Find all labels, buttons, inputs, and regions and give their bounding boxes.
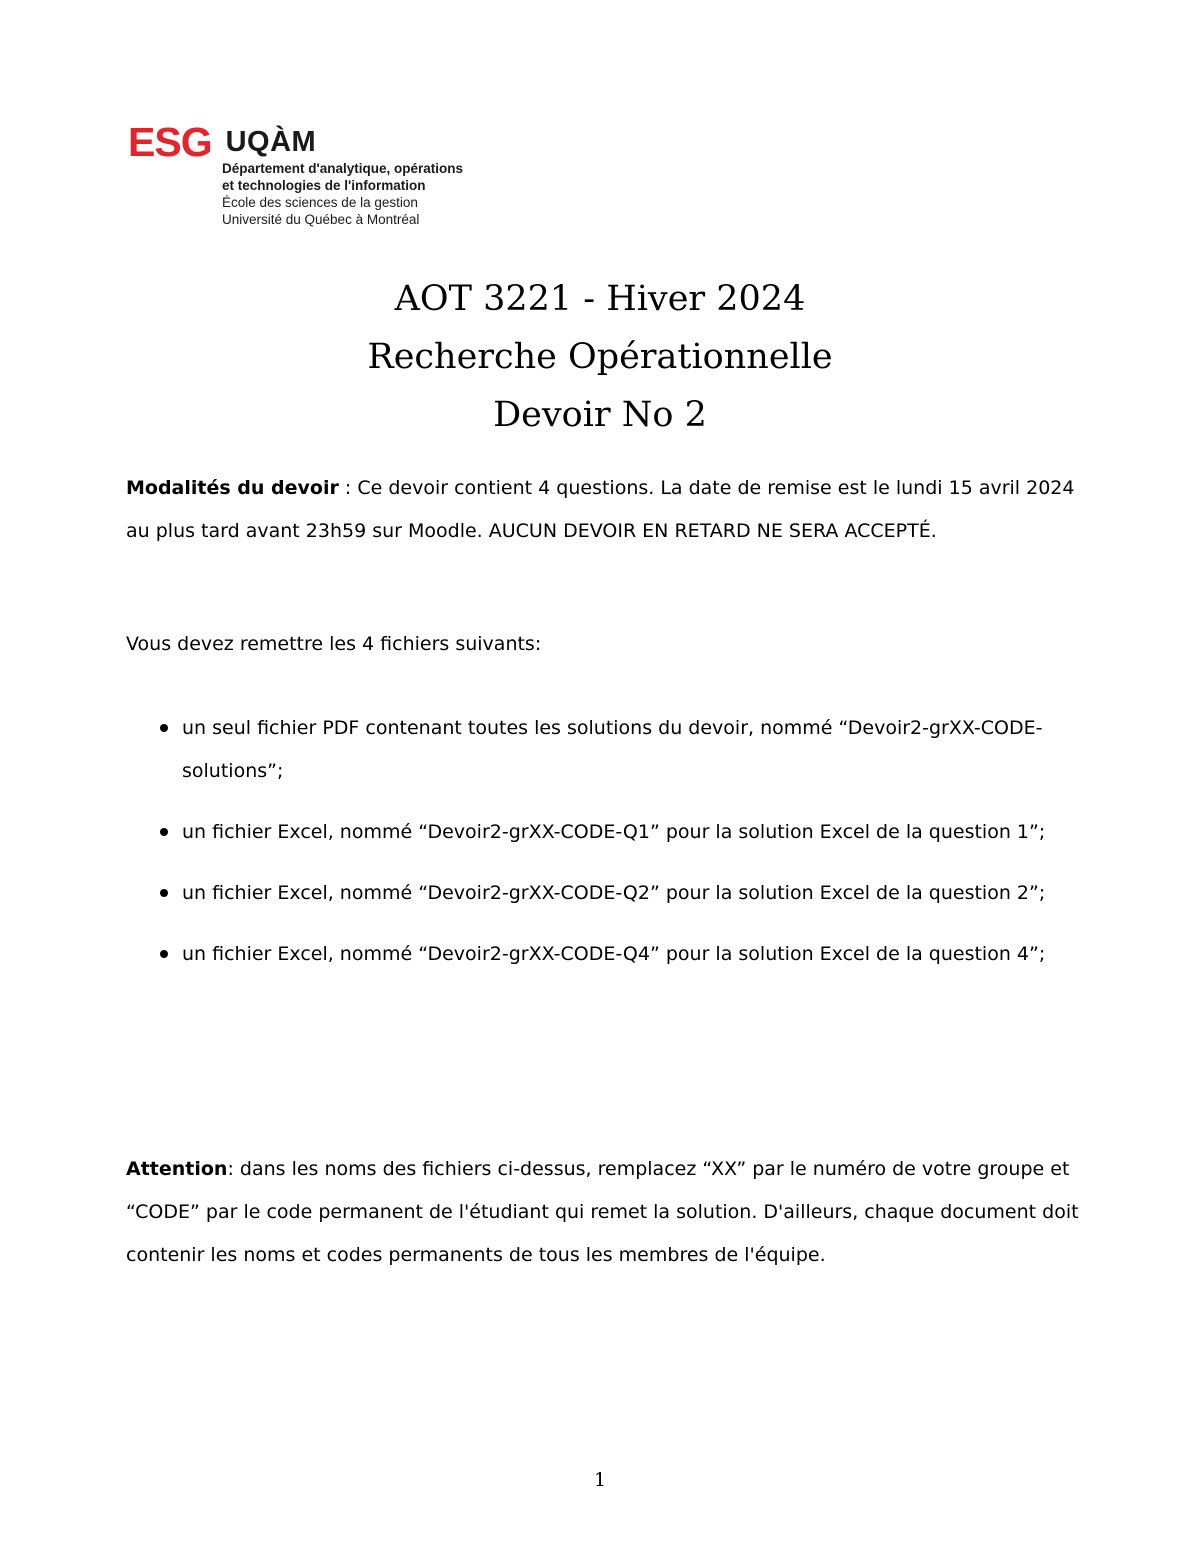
list-item — [126, 707, 1081, 793]
document-title — [0, 270, 1200, 444]
modalites-text: : Ce devoir contient 4 questions. La date de remise est le lundi 15 avril 2024 au plus tard avant 23h59 sur Moodle. AUCUN DEVOIR EN RETARD NE SERA ACCEPTÉ. — [126, 477, 1075, 542]
title-subject: Recherche Opérationnelle — [367, 337, 833, 377]
bullet-icon — [160, 950, 168, 958]
files-list — [126, 707, 1081, 994]
list-item — [126, 811, 1081, 854]
title-assignment: Devoir No 2 — [493, 395, 707, 435]
logo-line-2: et technologies de l'information — [222, 178, 426, 193]
modalites-label: Modalités du devoir — [126, 477, 339, 499]
esg-uqam-logo — [128, 119, 488, 228]
attention-paragraph — [126, 1148, 1081, 1277]
logo-wordmark — [128, 119, 488, 165]
logo-department-text — [222, 160, 488, 228]
page-number: 1 — [593, 1469, 607, 1491]
logo-esg: ESG — [128, 119, 212, 165]
modalites-paragraph — [126, 467, 1081, 553]
list-item — [126, 933, 1081, 976]
list-item-text: un fichier Excel, nommé “Devoir2-grXX-CODE-Q4” pour la solution Excel de la question 4”; — [182, 943, 1046, 965]
attention-text: : dans les noms des fichiers ci-dessus, remplacez “XX” par le numéro de votre groupe et “CODE” par le code permanent de l'étudiant qui remet la solution. D'ailleurs, chaque document doit contenir les noms et codes permanents de tous les membres de l'équipe. — [126, 1158, 1079, 1266]
logo-uqam: UQÀM — [225, 126, 317, 158]
bullet-icon — [160, 889, 168, 897]
title-course: AOT 3221 - Hiver 2024 — [394, 279, 806, 319]
logo-line-1: Département d'analytique, opérations — [222, 161, 464, 176]
logo-line-3: École des sciences de la gestion — [222, 195, 418, 210]
bullet-icon — [160, 828, 168, 836]
list-item-text: un seul fichier PDF contenant toutes les solutions du devoir, nommé “Devoir2-grXX-CODE-solutions”; — [182, 717, 1043, 782]
files-intro: Vous devez remettre les 4 fichiers suivants: — [126, 633, 542, 655]
attention-label: Attention — [126, 1158, 228, 1180]
logo-line-4: Université du Québec à Montréal — [222, 212, 420, 227]
list-item — [126, 872, 1081, 915]
list-item-text: un fichier Excel, nommé “Devoir2-grXX-CODE-Q2” pour la solution Excel de la question 2”; — [182, 882, 1046, 904]
list-item-text: un fichier Excel, nommé “Devoir2-grXX-CODE-Q1” pour la solution Excel de la question 1”; — [182, 821, 1046, 843]
bullet-icon — [160, 724, 168, 732]
